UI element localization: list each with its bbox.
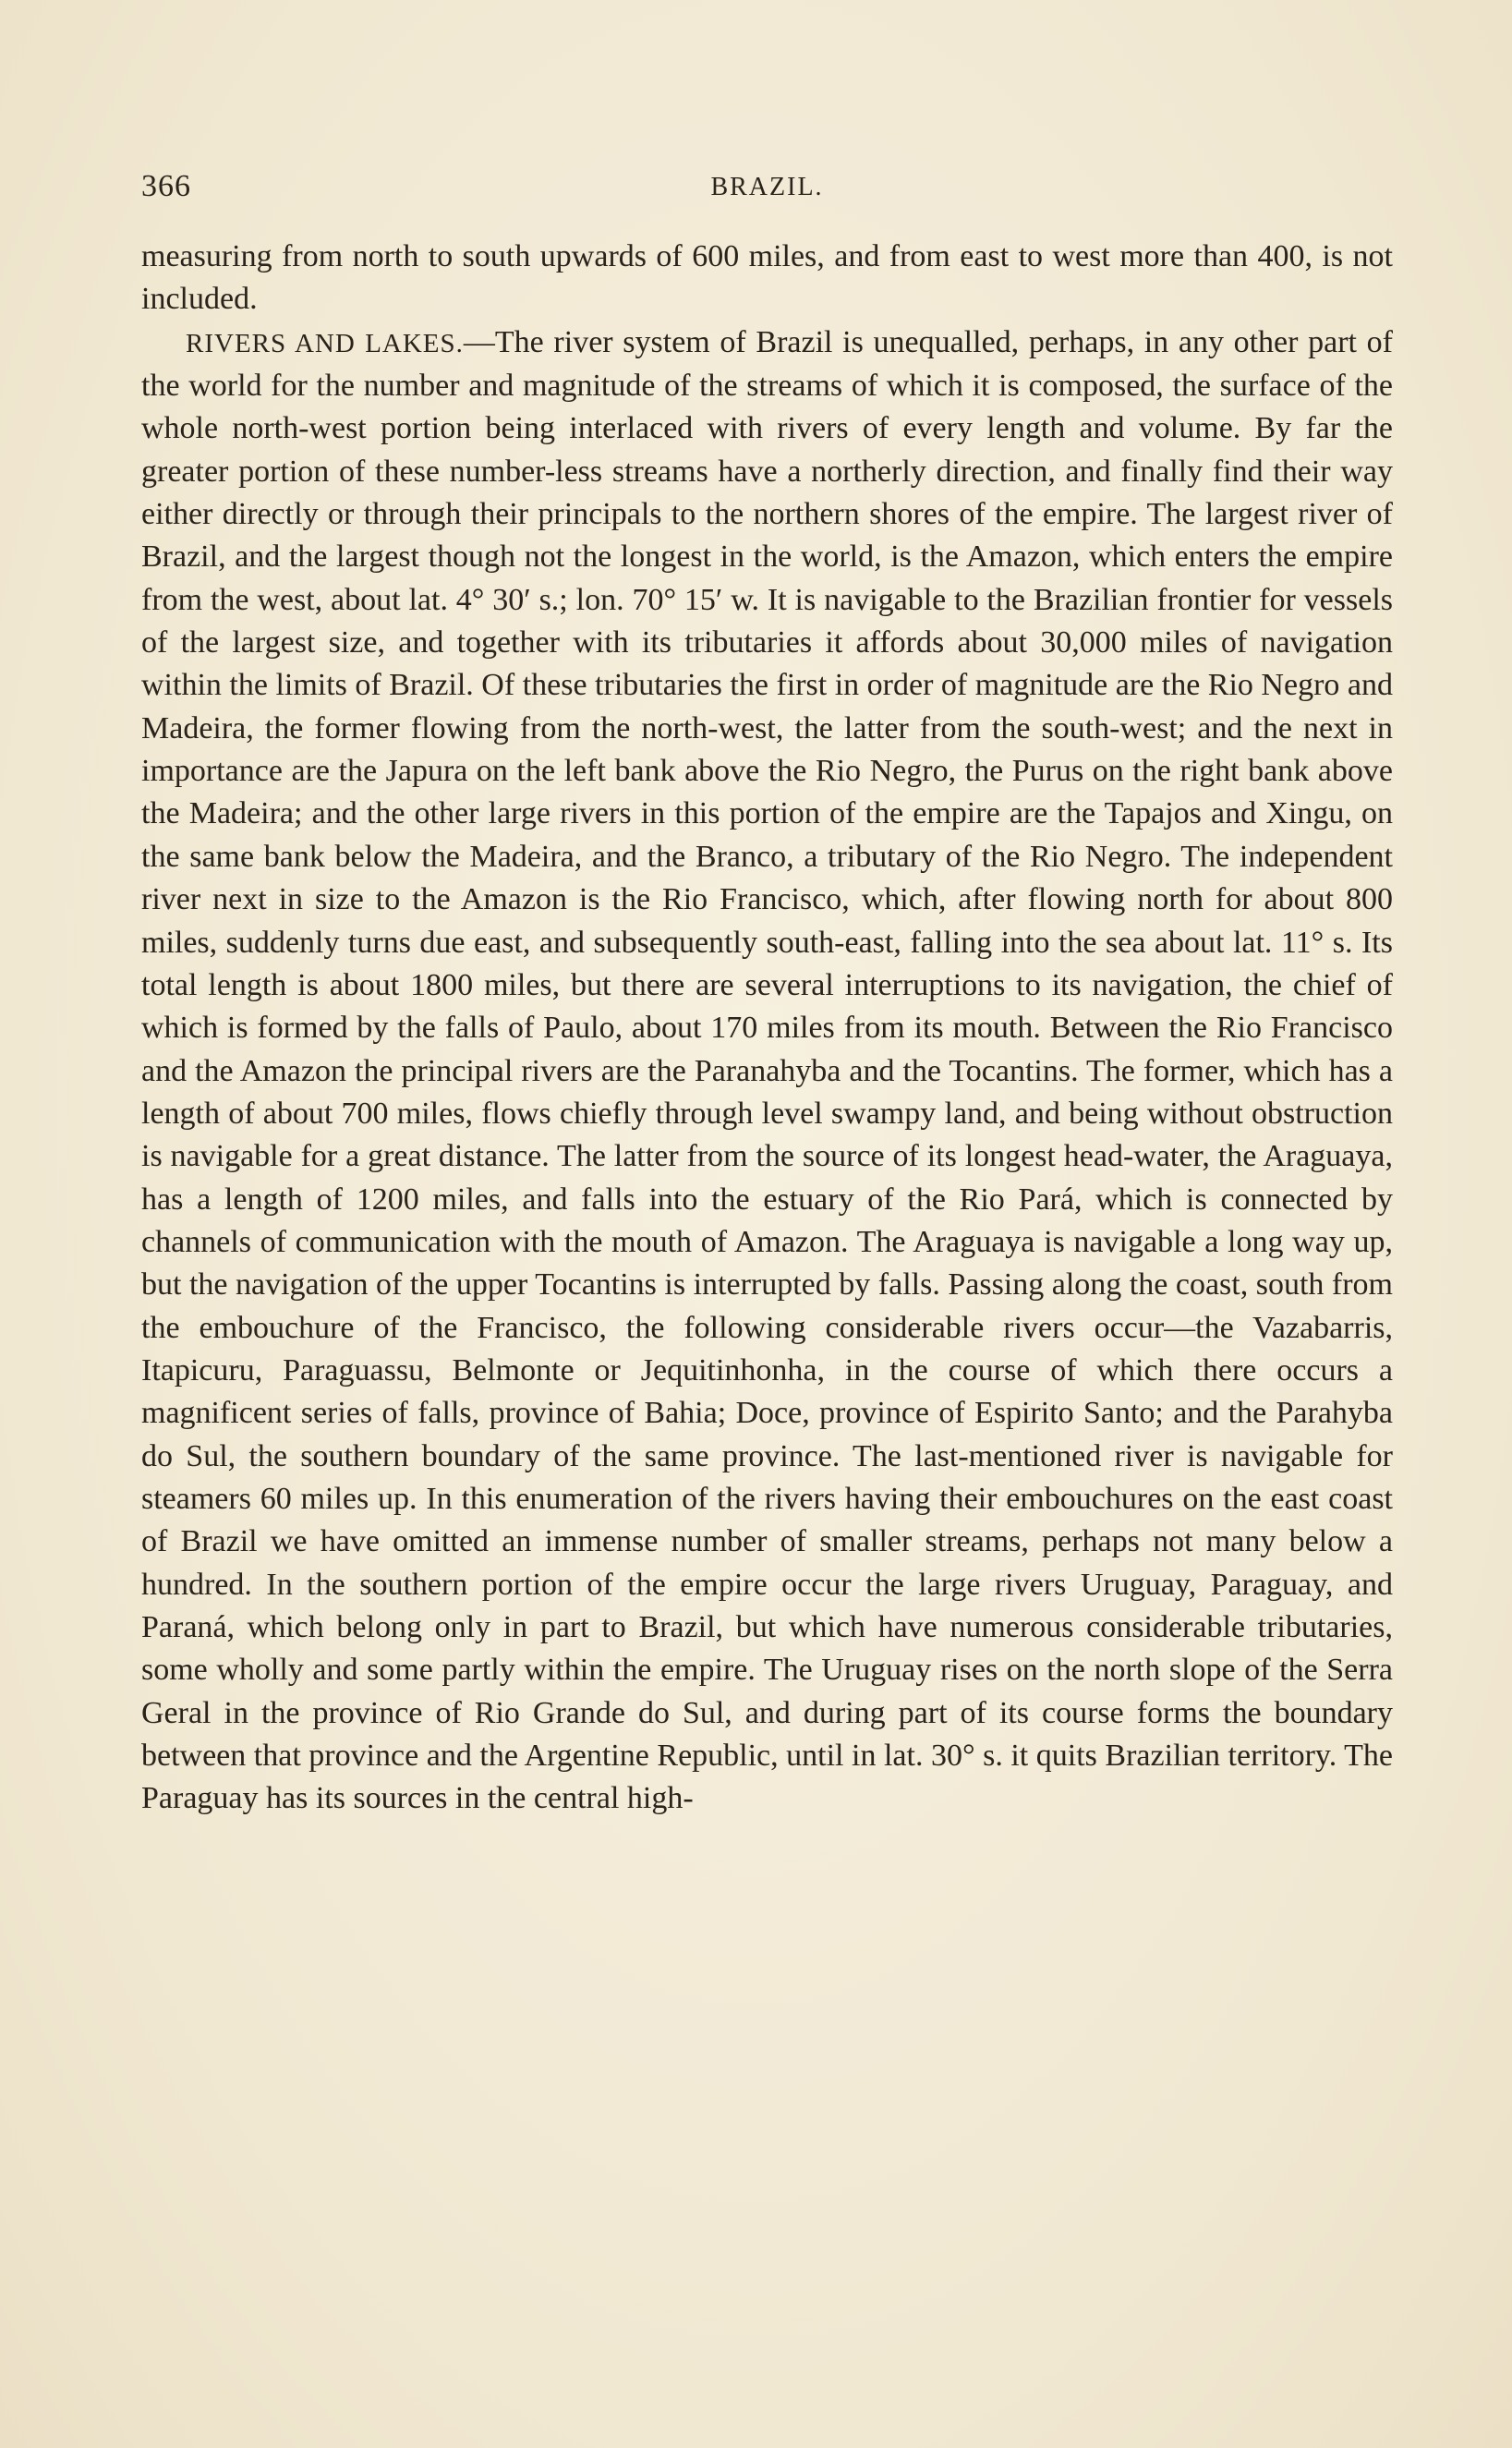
page-title: BRAZIL. bbox=[710, 173, 824, 201]
paragraph-continuation: measuring from north to south upwards of 600 miles, and from east to west more than 400, is not included. bbox=[141, 239, 1393, 317]
body-text bbox=[141, 236, 1393, 1821]
paragraph-text: —The river system of Brazil is unequalled, perhaps, in any other part of the world for the number and magnitude of the streams of which it is composed, the surface of the whole north-west portion being interlaced with rivers of every length and volume. By far the greater portion of these number-less streams have a northerly direction, and finally find their way either directly or through their principals to the northern shores of the empire. The largest river of Brazil, and the largest though not the longest in the world, is the Amazon, which enters the empire from the west, about lat. 4° 30′ s.; lon. 70° 15′ w. It is navigable to the Brazilian frontier for vessels of the largest size, and together with its tributaries it affords about 30,000 miles of navigation within the limits of Brazil. Of these tributaries the first in order of magnitude are the Rio Negro and Madeira, the former flowing from the north-west, the latter from the south-west; and the next in importance are the Japura on the left bank above the Rio Negro, the Purus on the right bank above the Madeira; and the other large rivers in this portion of the empire are the Tapajos and Xingu, on the same bank below the Madeira, and the Branco, a tributary of the Rio Negro. The independent river next in size to the Amazon is the Rio Francisco, which, after flowing north for about 800 miles, suddenly turns due east, and subsequently south-east, falling into the sea about lat. 11° s. Its total length is about 1800 miles, but there are several interruptions to its navigation, the chief of which is formed by the falls of Paulo, about 170 miles from its mouth. Between the Rio Francisco and the Amazon the principal rivers are the Paranahyba and the Tocantins. The former, which has a length of about 700 miles, flows chiefly through level swampy land, and being without obstruction is navigable for a great distance. The latter from the source of its longest head-water, the Araguaya, has a length of 1200 miles, and falls into the estuary of the Rio Pará, which is connected by channels of communication with the mouth of Amazon. The Araguaya is navigable a long way up, but the navigation of the upper Tocantins is interrupted by falls. Passing along the coast, south from the embouchure of the Francisco, the following considerable rivers occur—the Vazabarris, Itapicuru, Paraguassu, Belmonte or Jequitinhonha, in the course of which there occurs a magnificent series of falls, province of Bahia; Doce, province of Espirito Santo; and the Parahyba do Sul, the southern boundary of the same province. The last-mentioned river is navigable for steamers 60 miles up. In this enumeration of the rivers having their embouchures on the east coast of Brazil we have omitted an immense number of smaller streams, perhaps not many below a hundred. In the southern portion of the empire occur the large rivers Uruguay, Paraguay, and Paraná, which belong only in part to Brazil, but which have numerous considerable tributaries, some wholly and some partly within the empire. The Uruguay rises on the north slope of the Serra Geral in the province of Rio Grande do Sul, and during part of its course forms the boundary between that province and the Argentine Republic, until in lat. 30° s. it quits Brazilian territory. The Paraguay has its sources in the central high- bbox=[141, 324, 1393, 1816]
section-heading: RIVERS AND LAKES. bbox=[186, 328, 464, 358]
page-number: 366 bbox=[141, 169, 191, 203]
running-head bbox=[141, 169, 1393, 215]
paragraph-rivers-and-lakes bbox=[141, 321, 1393, 1821]
